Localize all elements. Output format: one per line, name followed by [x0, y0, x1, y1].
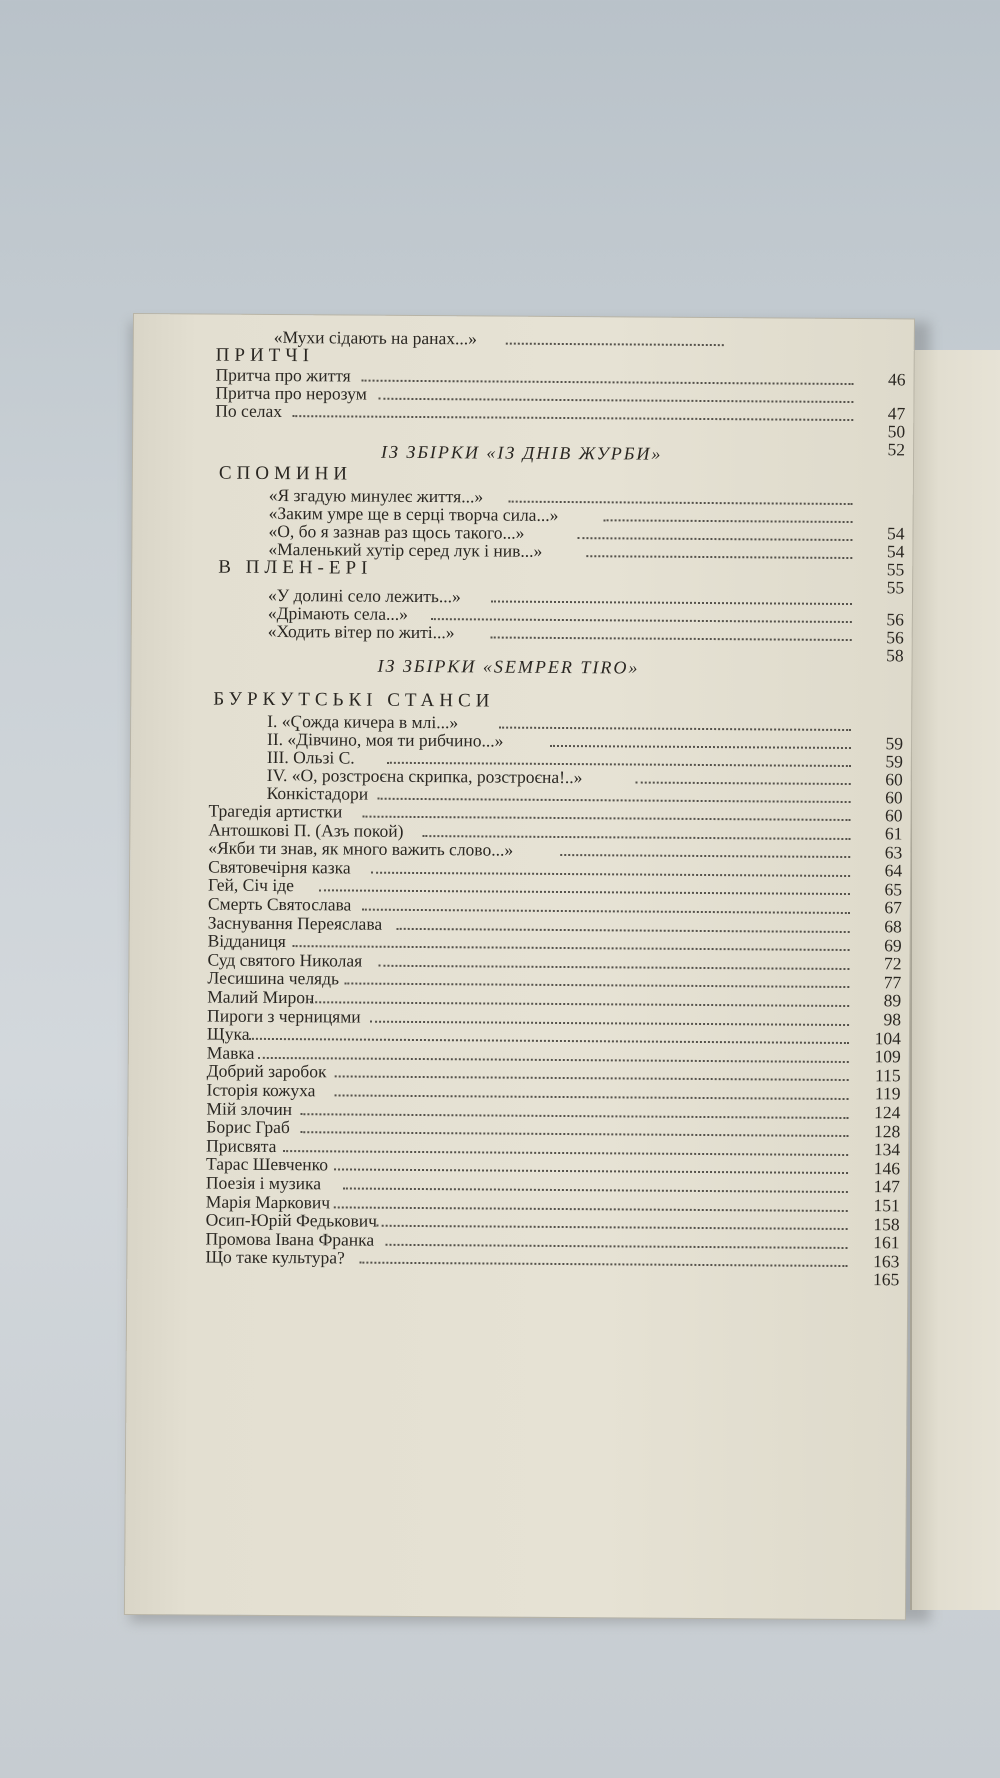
dot-leader: [379, 961, 850, 970]
toc-entry: ІІ. «Дівчино, моя ти рибчино...»: [266, 728, 504, 751]
dot-leader: [505, 339, 723, 347]
toc-entry: Притча про нерозум: [215, 382, 367, 404]
toc-entry: Трагедія артистки: [208, 800, 343, 822]
toc-entry: «Якби ти знав, як много важить слово...»: [208, 837, 514, 860]
page-number: 72: [883, 953, 902, 974]
page-number: 58: [886, 645, 904, 666]
page-number: 59: [885, 751, 903, 772]
page-number: 89: [883, 990, 902, 1011]
dot-leader: [423, 831, 851, 840]
toc-entry: По селах: [215, 400, 283, 422]
dot-leader: [335, 1090, 849, 1100]
dot-leader: [258, 1053, 849, 1063]
toc-entry: «О, бо я зазнав раз щось такого...»: [268, 520, 525, 543]
dot-leader: [361, 376, 853, 385]
dot-leader: [550, 741, 851, 749]
page-number: 46: [887, 369, 906, 390]
toc-entry: Смерть Святослава: [207, 893, 352, 915]
page-number: 56: [886, 609, 904, 630]
page-number: 55: [886, 577, 905, 598]
page-number: 163: [873, 1250, 900, 1272]
dot-leader: [293, 941, 850, 951]
toc-entry: Конкістадори: [266, 782, 369, 804]
page-number: 134: [873, 1139, 901, 1160]
heading-plen-eri: В ПЛЕН-ЕРІ: [218, 556, 373, 579]
book-page: [125, 314, 914, 1619]
page-number: 54: [886, 523, 905, 544]
toc-entry: «Мухи сідають на ранах...»: [273, 326, 477, 349]
page-number: 52: [887, 439, 906, 460]
page-number: 161: [873, 1232, 900, 1253]
toc-entry: Поезія і музика: [205, 1172, 322, 1194]
dot-leader: [310, 997, 849, 1007]
page-number: 69: [884, 934, 902, 955]
toc-entry: Борис Граб: [206, 1116, 290, 1138]
dot-leader: [491, 596, 852, 605]
toc-entry: Відданиця: [207, 930, 286, 952]
page-number: 54: [886, 541, 905, 562]
page-number: 151: [873, 1195, 900, 1216]
toc-entry: «Маленький хутір серед лук і нив...»: [268, 538, 543, 561]
heading-burkutski: БУРКУТСЬКІ СТАНСИ: [213, 688, 495, 712]
page-number: 64: [884, 860, 903, 881]
dot-leader: [509, 497, 853, 505]
page-number: 68: [884, 916, 902, 937]
page-number: 104: [874, 1027, 902, 1048]
toc-entry: Марія Маркович: [205, 1191, 331, 1212]
section-title: ІЗ ЗБІРКИ «ІЗ ДНІВ ЖУРБИ»: [380, 441, 663, 464]
toc-entry: Що таке культура?: [205, 1246, 345, 1268]
dot-leader: [300, 1127, 848, 1137]
page-number: 146: [873, 1157, 901, 1179]
toc-entry: І. «Ҁожда кичера в млі...»: [267, 710, 459, 733]
toc-entry: Історія кожуха: [206, 1079, 316, 1101]
heading-prytchi: ПРИТЧІ: [215, 344, 315, 367]
toc-entry: Святовечірня казка: [208, 856, 351, 878]
facing-page: [910, 350, 1000, 1610]
dot-leader: [378, 794, 851, 803]
page-number: 128: [873, 1120, 901, 1141]
dot-leader: [362, 905, 850, 914]
page-number: 109: [874, 1046, 901, 1067]
page-number: 67: [884, 897, 902, 918]
page-number: 60: [884, 805, 903, 826]
toc-entry: IV. «О, розстроєна скрипка, розстроєна!..»: [266, 764, 583, 788]
page-number: 60: [885, 769, 903, 790]
toc-entry: Заснування Переяслава: [207, 912, 383, 934]
page-number: 115: [875, 1064, 901, 1086]
page-number: 61: [884, 823, 903, 844]
dot-leader: [343, 1183, 848, 1193]
dot-leader: [560, 850, 850, 858]
dot-leader: [370, 1016, 849, 1025]
page-number: 60: [885, 787, 903, 808]
toc-entry: Мавка: [206, 1042, 255, 1063]
dot-leader: [334, 1165, 848, 1175]
section-title: ІЗ ЗБІРКИ «SEMPER TIRO»: [377, 655, 640, 678]
toc-entry: Пироги з черницями: [207, 1005, 361, 1027]
page-number: 65: [884, 879, 903, 900]
toc-entry: Гей, Січ іде: [207, 874, 295, 896]
toc-entry: Тарас Шевченко: [205, 1153, 329, 1175]
toc-entry: Щука: [206, 1023, 250, 1045]
dot-leader: [386, 1240, 848, 1249]
page-number: 47: [887, 403, 906, 424]
page-number: 59: [885, 733, 904, 754]
dot-leader: [431, 614, 852, 623]
dot-leader: [603, 515, 852, 523]
toc-entry: «У долині село лежить...»: [267, 584, 461, 607]
toc-entry: «Дрімають села...»: [267, 602, 408, 624]
page-number: 158: [873, 1213, 900, 1234]
toc-entry: Мій злочин: [206, 1098, 293, 1119]
heading-spomyny: СПОМИНИ: [218, 462, 353, 485]
toc-entry: Притча про життя: [215, 364, 351, 386]
dot-leader: [378, 394, 853, 403]
dot-leader: [319, 886, 850, 896]
toc-entry: Присвята: [206, 1135, 277, 1156]
dot-leader: [283, 1146, 848, 1156]
page-number: 147: [873, 1176, 900, 1197]
dot-leader: [586, 551, 852, 559]
page-number: 124: [874, 1102, 901, 1123]
dot-leader: [300, 1109, 848, 1119]
toc-entry: Промова Івана Франка: [205, 1228, 375, 1250]
dot-leader: [491, 632, 852, 641]
dot-leader: [335, 1072, 849, 1082]
dot-leader: [396, 923, 849, 932]
dot-leader: [636, 778, 851, 785]
dot-leader: [363, 812, 851, 821]
page-number: 63: [884, 841, 903, 862]
dot-leader: [360, 1258, 848, 1267]
page-number: 77: [883, 972, 902, 993]
dot-leader: [499, 723, 851, 731]
dot-leader: [334, 1202, 848, 1212]
toc-entry: «Заким умре ще в серці творча сила...»: [268, 502, 559, 525]
toc-entry: «Ходить вітер по житі...»: [267, 620, 455, 643]
toc-entry: Лесишина челядь: [207, 967, 340, 989]
dot-leader: [344, 979, 849, 989]
toc-entry: «Я згадую минулеє життя...»: [268, 484, 484, 507]
page-number: 165: [872, 1269, 900, 1290]
dot-leader: [377, 1221, 848, 1230]
dot-leader: [577, 533, 852, 541]
page-number: 55: [886, 559, 905, 580]
dot-leader: [371, 867, 850, 876]
toc-entry: Осип-Юрій Федькович: [205, 1209, 378, 1231]
toc-entry: Антошкові П. (Азъ покой): [208, 819, 404, 841]
toc-entry: Малий Мирон: [207, 986, 315, 1008]
dot-leader: [292, 411, 853, 421]
dot-leader: [249, 1034, 849, 1044]
page-number: 119: [874, 1083, 901, 1104]
page-number: 56: [886, 627, 904, 648]
page-number: 50: [887, 421, 906, 442]
page-number: 98: [883, 1009, 902, 1030]
toc-entry: Добрий заробок: [206, 1060, 327, 1082]
toc-entry: Суд святого Николая: [207, 949, 363, 971]
toc-entry: ІІІ. Ользі С.: [266, 746, 355, 768]
